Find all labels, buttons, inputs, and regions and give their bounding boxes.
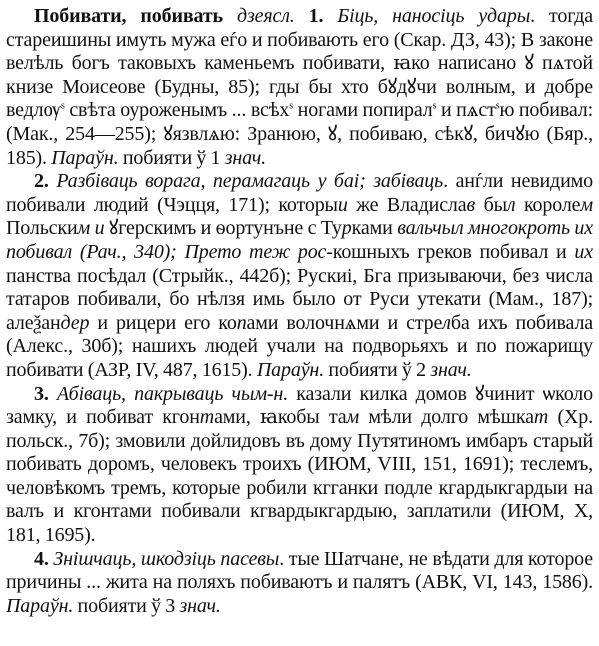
text-run: короле — [515, 193, 581, 216]
text-run: . анѓли невидимо побивали людий (Чэцця, 171); которы — [6, 170, 593, 216]
bold-run: 2. — [34, 170, 49, 193]
text-run: (Хр. польск., 7б); змовили дойлидовъ въ дому Путятиномъ имбаръ старый побивать доромъ, человекъ троихъ (ИЮМ, VIII, 151, 1691); теслемъ, человѣкомъ тремъ, которые робили кгганки подле кгардыкгардыи на валъ и кгонтами побивали кгвардыкгардыю, заплатили (ИЮМ, X, 181, 1695). — [6, 406, 593, 547]
text-run: . тые Шатчане, не вѣдати для которое причины ... жита на поляхъ побиваютъ и палятъ (АВК, VI, 143, 1586). — [6, 547, 593, 594]
text-run: ами волочнѧми и стре — [246, 311, 443, 334]
text-run: ꙋгерскимъ и ѳортунъне с Ту — [104, 217, 342, 240]
text-run: мѣли долго мѣшка — [359, 406, 534, 429]
bold-run: 1. — [308, 5, 324, 27]
superscript-mark: s — [432, 100, 437, 112]
italic-run: дер — [60, 311, 90, 334]
entry-paragraph-sense-2 — [6, 170, 593, 382]
italic-run: л — [442, 311, 451, 334]
text-run: Польски — [6, 217, 78, 240]
italic-run: вальчыл многокроть их побивал (Рач., 340); — [6, 217, 594, 263]
text-run: ами, ꙗкобы та — [214, 406, 347, 429]
italic-run: и — [94, 217, 105, 240]
superscript-mark: s — [495, 100, 500, 112]
bold-run: Побивати, побивать — [34, 5, 223, 27]
text-run: и рицери его ко — [89, 311, 237, 334]
italic-run: Знішчаць, шкодзіць пасевы — [48, 547, 280, 570]
italic-run: их — [574, 240, 593, 263]
bold-run: 3. — [34, 382, 49, 405]
text-run: панства посѣдал (Стрыйк., 442б); Рускиі, Бга призываючи, без числа татаров побивали, бо нѣлзя имь было от Руси утекати (Мам., 187); алеѯан — [6, 264, 593, 334]
italic-run: и — [337, 193, 348, 216]
italic-run: р — [341, 217, 352, 240]
text-run: ногами попирал — [293, 99, 433, 122]
italic-run: в — [466, 193, 476, 216]
superscript-mark: s — [289, 100, 294, 112]
italic-run: Параўн. — [51, 146, 119, 169]
entry-paragraph-sense-1 — [6, 5, 593, 170]
superscript-mark: s — [60, 100, 65, 112]
bold-run: 4. — [34, 547, 49, 570]
italic-run: м — [346, 406, 360, 429]
text-run: и пѧст — [436, 99, 496, 122]
text-run: побияти ў 2 — [324, 358, 431, 381]
italic-run: дзеясл. — [222, 5, 309, 27]
italic-run: знач. — [430, 358, 472, 381]
text-run: ба ихъ побивала (Алекс., 30б); нашихъ людей учали на подворьяхъ и по пожарищу побивати (АЗР, IV, 487, 1615). — [6, 311, 594, 381]
italic-run: л — [506, 193, 516, 216]
dictionary-entry — [6, 5, 593, 618]
italic-run: т — [533, 406, 549, 429]
italic-run: знач. — [224, 146, 267, 169]
italic-run: Параўн. — [6, 594, 74, 617]
text-run: свѣта оуроженымъ ... всѣх — [64, 99, 290, 122]
entry-paragraph-sense-4 — [6, 548, 593, 619]
text-run: бы — [475, 193, 507, 216]
italic-run: Параўн. — [256, 358, 325, 381]
text-run: ю побивал: (Мак., 254—255); ꙋязвлѧю: Зранюю, ꙋ, побиваю, сѣкꙋ, бичꙋю (Бяр., 185). — [6, 99, 593, 169]
italic-run: знач. — [179, 594, 221, 617]
text-run: ками — [351, 217, 398, 240]
text-run: же Владисла — [347, 193, 467, 216]
italic-run: м — [77, 217, 91, 240]
text-run: . тогда стареишины имуть мужа еѓо и побивають его (Скар. ДЗ, 43); В законе велѣль богъ таковыхъ каменьемъ побивати, ꙗко написано ꙋ пѧтой книзе Моисеове (Будны, 85); гды бы хто бꙋдꙋчи волным, и добре ведлѹ — [6, 5, 594, 122]
text-run: кошныхъ греков побивал и — [332, 240, 575, 263]
italic-run: м — [580, 193, 594, 216]
italic-run: Біць, наносіць удары — [323, 5, 531, 27]
entry-paragraph-sense-3 — [6, 383, 593, 548]
italic-run: Разбіваць ворага, перамагаць у баі; забіваць — [48, 170, 444, 193]
text-run: побияти ў 3 — [73, 594, 180, 617]
italic-run: п — [236, 311, 247, 334]
italic-run: Абіваць, пакрываць чым-н. — [48, 382, 289, 405]
text-run — [177, 241, 185, 263]
text-run: казали килка домов ꙋчинит ѡколо замку, и побиват кгон — [6, 382, 593, 429]
text-run: побияти ў 1 — [118, 146, 225, 169]
italic-run: Прето теж рос- — [184, 240, 333, 263]
italic-run: т — [199, 406, 215, 429]
